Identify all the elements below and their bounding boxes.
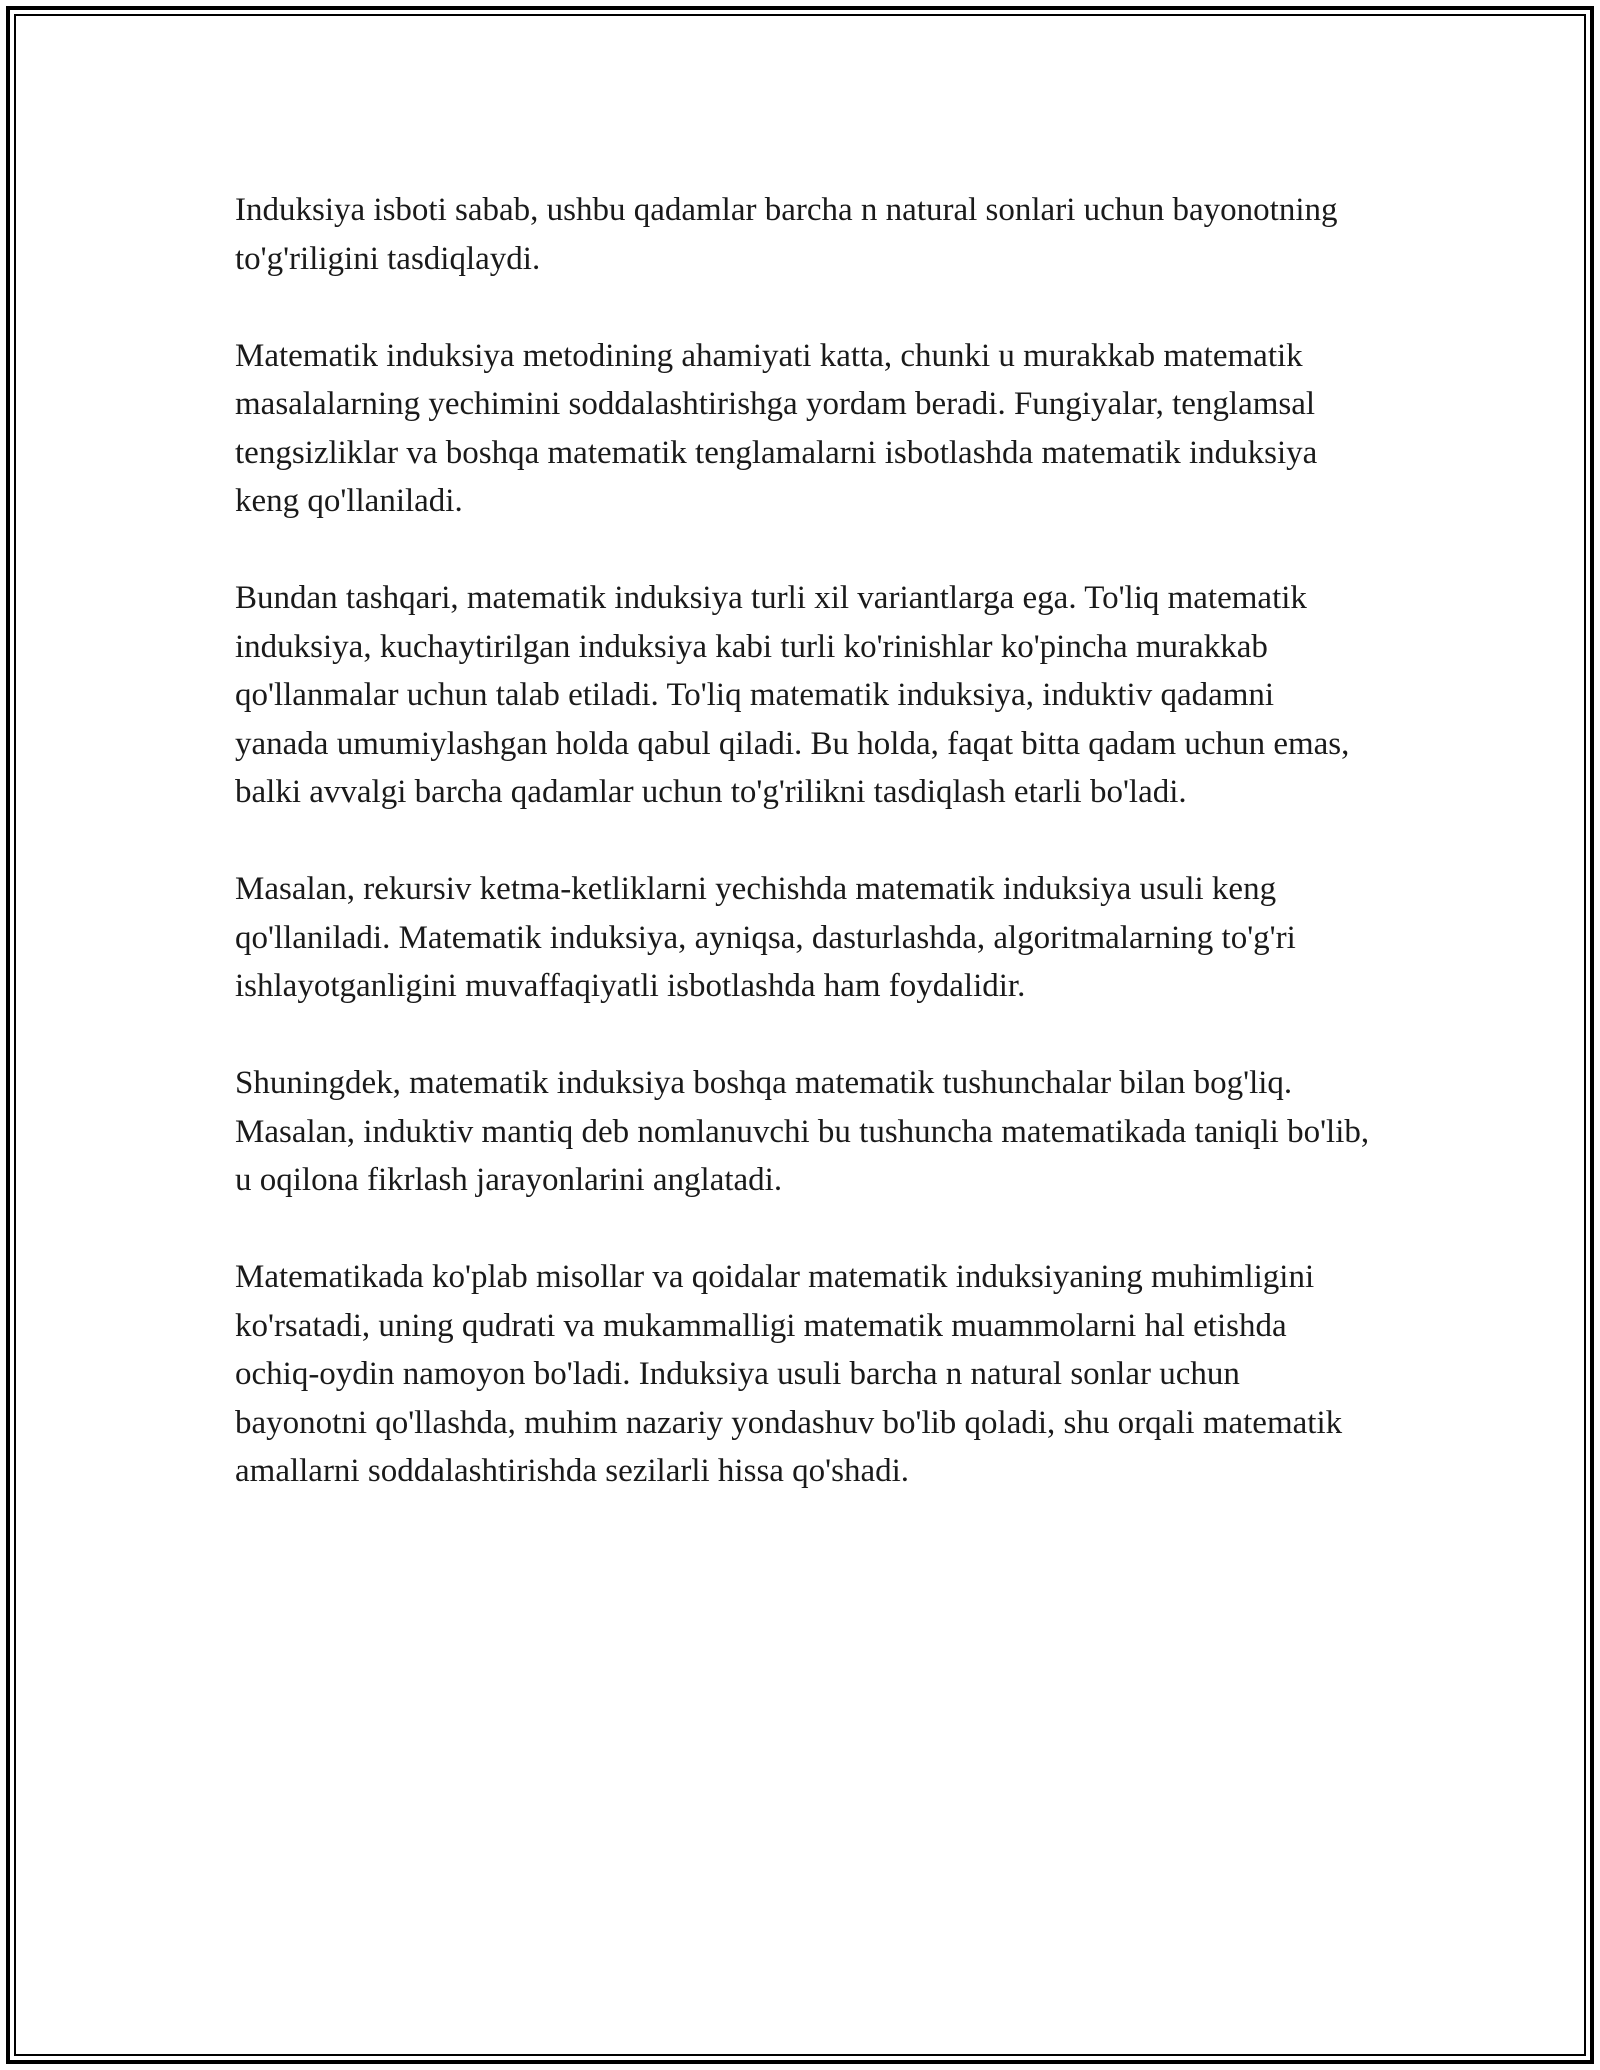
paragraph-1: Induksiya isboti sabab, ushbu qadamlar barcha n natural sonlari uchun bayonotning to'g'riligini tasdiqlaydi. bbox=[235, 192, 1338, 277]
paragraph-3: Bundan tashqari, matematik induksiya turli xil variantlarga ega. To'liq matematik induksiya, kuchaytirilgan induksiya kabi turli ko'rinishlar ko'pincha murakkab qo'llanmalar uchun talab etiladi. To'liq matematik induksiya, induktiv qadamni yanada umumiylashgan holda qabul qiladi. Bu holda, faqat bitta qadam uchun emas, balki avvalgi barcha qadamlar uchun to'g'rilikni tasdiqlash etarli bo'ladi. bbox=[235, 580, 1350, 810]
paragraph-6: Matematikada ko'plab misollar va qoidalar matematik induksiyaning muhimligini ko'rsatadi, uning qudrati va mukammalligi matematik muammolarni hal etishda ochiq-oydin namoyon bo'ladi. Induksiya usuli barcha n natural sonlar uchun bayonotni qo'llashda, muhim nazariy yondashuv bo'lib qoladi, shu orqali matematik amallarni soddalashtirishda sezilarli hissa qo'shadi. bbox=[235, 1259, 1343, 1489]
document-body bbox=[235, 186, 1375, 1544]
paragraph-5: Shuningdek, matematik induksiya boshqa matematik tushunchalar bilan bog'liq. Masalan, induktiv mantiq deb nomlanuvchi bu tushuncha matematikada taniqli bo'lib, u oqilona fikrlash jarayonlarini anglatadi. bbox=[235, 1065, 1370, 1198]
paragraph-2: Matematik induksiya metodining ahamiyati katta, chunki u murakkab matematik masalalarning yechimini soddalashtirishga yordam beradi. Fungiyalar, tenglamsal tengsizliklar va boshqa matematik tenglamalarni isbotlashda matematik induksiya keng qo'llaniladi. bbox=[235, 337, 1318, 519]
paragraph-4: Masalan, rekursiv ketma-ketliklarni yechishda matematik induksiya usuli keng qo'llaniladi. Matematik induksiya, ayniqsa, dasturlashda, algoritmalarning to'g'ri ishlayotganligini muvaffaqiyatli isbotlashda ham foydalidir. bbox=[235, 871, 1296, 1004]
